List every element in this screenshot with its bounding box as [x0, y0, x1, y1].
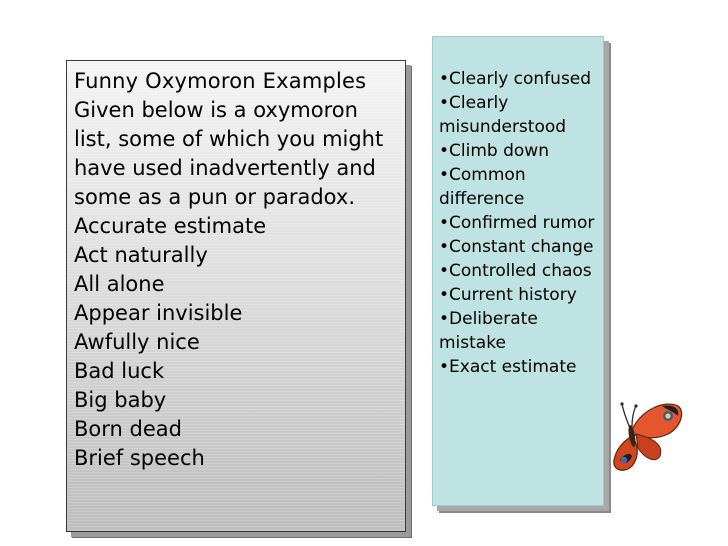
- bullet-item: •Deliberate mistake: [439, 309, 538, 353]
- bullet-item: •Common difference: [439, 165, 526, 209]
- bullet-item: •Constant change: [439, 237, 594, 257]
- panel-title: Funny Oxymoron Examples: [74, 69, 367, 93]
- list-item: Appear invisible: [74, 301, 243, 325]
- bullet-item: •Controlled chaos: [439, 261, 592, 281]
- bullet-item: •Climb down: [439, 141, 549, 161]
- list-item: Act naturally: [74, 243, 208, 267]
- list-item: All alone: [74, 272, 165, 296]
- intro-paragraph: Given below is a oxymoron list, some of which you might have used inadvertently and some as a pun or paradox. Accurate estimate: [74, 98, 384, 238]
- oxymoron-list-panel: [432, 36, 604, 506]
- list-item: Awfully nice: [74, 330, 200, 354]
- bullet-item: •Clearly confused: [439, 69, 592, 89]
- oxymoron-intro-panel: [66, 60, 406, 532]
- butterfly-icon: [602, 394, 686, 478]
- bullet-item: •Confirmed rumor: [439, 213, 595, 233]
- list-item: Big baby: [74, 388, 167, 412]
- bullet-item: •Exact estimate: [439, 357, 577, 377]
- list-item: Bad luck: [74, 359, 165, 383]
- list-item: Born dead: [74, 417, 182, 441]
- bullet-item: •Current history: [439, 285, 577, 305]
- bullet-item: •Clearly misunderstood: [439, 93, 567, 137]
- list-item: Brief speech: [74, 446, 205, 470]
